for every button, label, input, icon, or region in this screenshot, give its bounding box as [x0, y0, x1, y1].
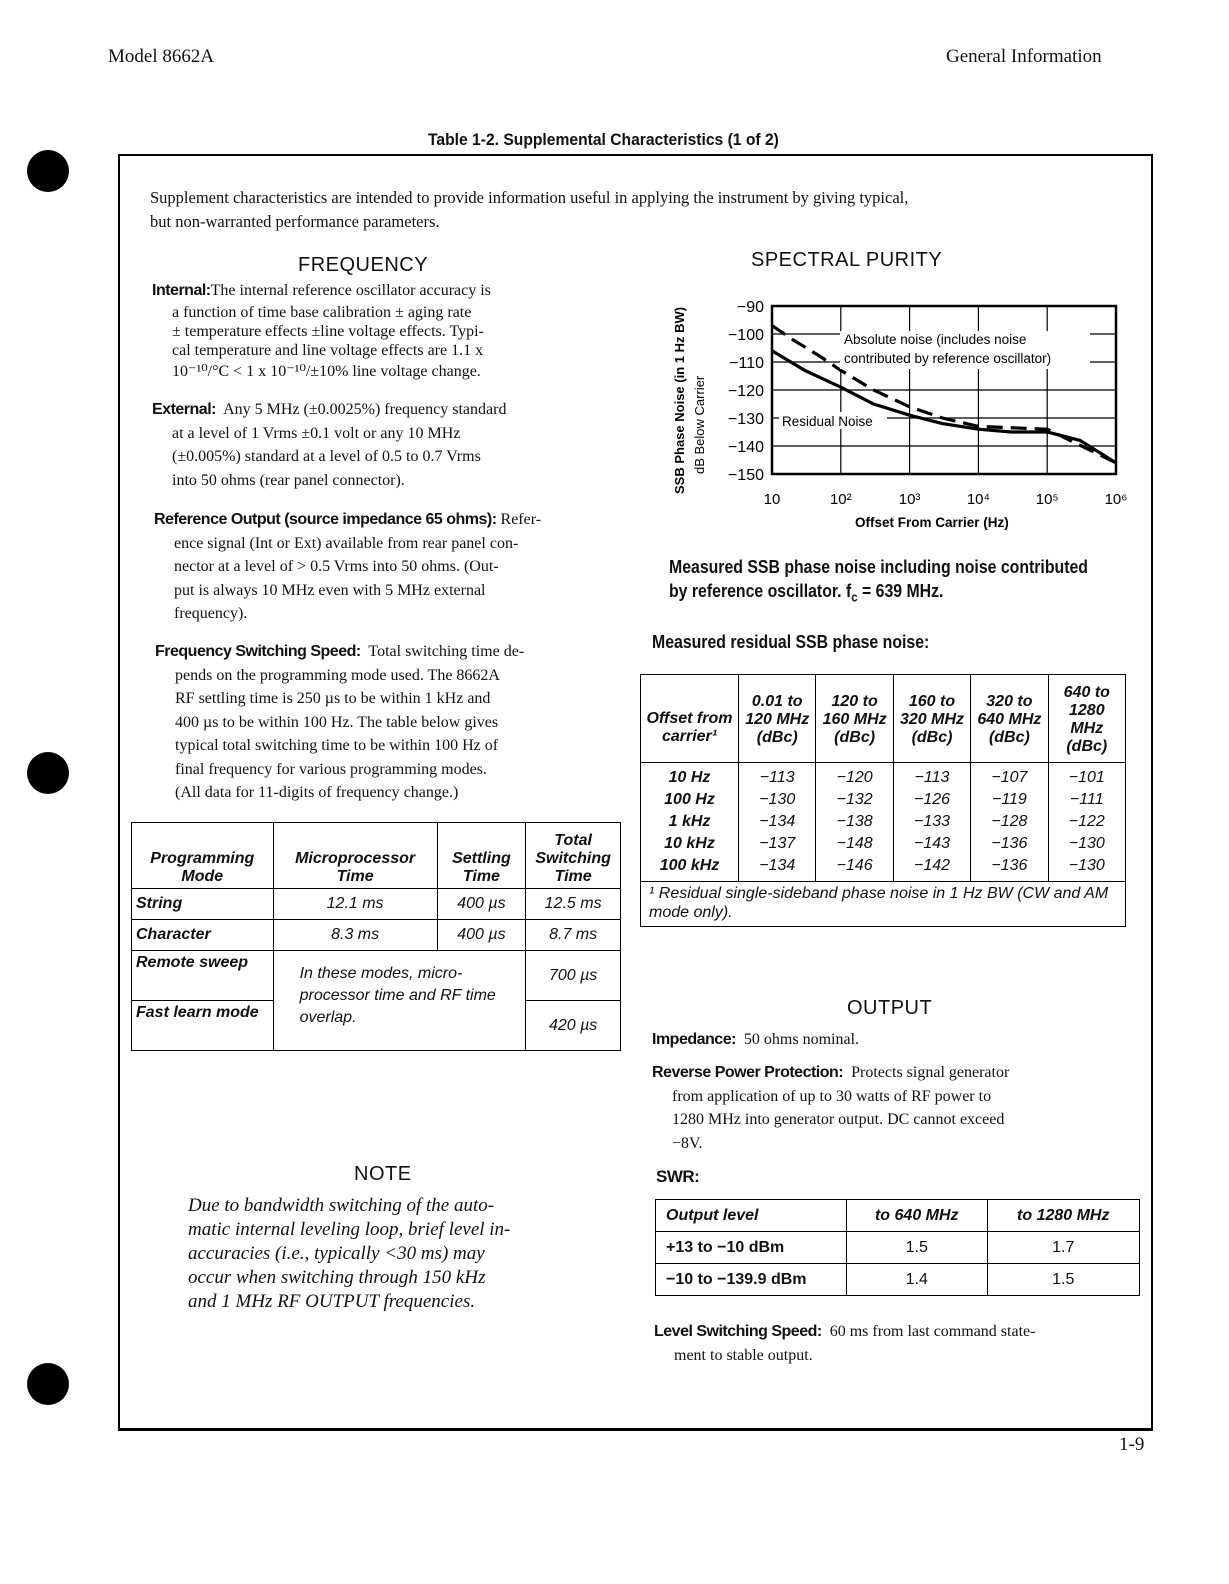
swr-col-header: to 640 MHz	[847, 1200, 988, 1232]
internal-line: a function of time base calibration ± aging rate	[172, 303, 472, 321]
level-switching-line: ment to stable output.	[674, 1346, 813, 1364]
switching-speed-block	[155, 640, 635, 805]
residual-cell: −132	[816, 789, 893, 811]
residual-cell: −136	[971, 855, 1048, 882]
residual-col-header: 640 to 1280 MHz (dBc)	[1048, 675, 1125, 763]
swr-cell: 1.5	[847, 1232, 988, 1264]
switching-col-header: Programming Mode	[132, 823, 274, 889]
switching-mode-cell: String	[132, 889, 274, 920]
binder-hole-top	[27, 150, 69, 192]
residual-col-header: 320 to 640 MHz (dBc)	[971, 675, 1048, 763]
switching-mode-cell: Fast learn mode	[132, 1001, 274, 1051]
switching-speed-line: 400 µs to be within 100 Hz. The table below gives	[175, 713, 499, 731]
swr-level-cell: +13 to −10 dBm	[656, 1232, 847, 1264]
impedance-block	[652, 1028, 859, 1052]
switching-cell: 8.3 ms	[273, 920, 437, 951]
absolute-noise-label: contributed by reference oscillator)	[844, 351, 1052, 366]
table-row	[132, 920, 621, 951]
residual-cell: −130	[739, 789, 816, 811]
intro	[150, 186, 908, 234]
residual-noise-table	[640, 674, 1126, 927]
table-row	[641, 811, 1126, 833]
swr-cell: 1.5	[987, 1264, 1139, 1296]
switching-col-header: Microprocessor Time	[273, 823, 437, 889]
switching-mode-cell: Remote sweep	[132, 951, 274, 1001]
reverse-power-line: from application of up to 30 watts of RF power to	[672, 1087, 992, 1105]
switching-cell: 12.1 ms	[273, 889, 437, 920]
residual-cell: −107	[971, 763, 1048, 790]
switching-cell: 400 µs	[437, 920, 526, 951]
external-line: (±0.005%) standard at a level of 0.5 to 0.7 Vrms	[172, 448, 481, 465]
residual-cell: −120	[816, 763, 893, 790]
note-title: NOTE	[354, 1163, 412, 1185]
switching-time-table	[131, 822, 621, 1051]
chart-x-tick-label: 10²	[829, 491, 852, 508]
caption-line: = 639 MHz.	[857, 581, 944, 601]
chart-y-tick-label: −130	[727, 411, 764, 428]
internal-line: 10⁻¹⁰/°C < 1 x 10⁻¹⁰/±10% line voltage change.	[172, 362, 481, 380]
switching-speed-line: RF settling time is 250 µs to be within 1 kHz and	[175, 690, 491, 707]
output-title: OUTPUT	[847, 997, 933, 1019]
chart-y-tick-label: −150	[727, 467, 764, 484]
residual-col-header: 120 to 160 MHz (dBc)	[816, 675, 893, 763]
table-row	[641, 833, 1126, 855]
table-row	[641, 789, 1126, 811]
phase-noise-chart	[660, 274, 1160, 534]
note-line: and 1 MHz RF OUTPUT frequencies.	[188, 1291, 476, 1312]
residual-cell: −130	[1048, 855, 1125, 882]
reference-output-line: put is always 10 MHz even with 5 MHz external	[174, 581, 486, 599]
residual-col-header: 160 to 320 MHz (dBc)	[893, 675, 970, 763]
impedance-label: Impedance:	[652, 1031, 736, 1048]
residual-cell: −137	[739, 833, 816, 855]
reverse-power-line: 1280 MHz into generator output. DC cannot exceed	[672, 1111, 1005, 1128]
header-section: General Information	[946, 46, 1102, 67]
switching-col-header: Total Switching Time	[526, 823, 621, 889]
residual-offset-cell: 100 Hz	[641, 789, 739, 811]
residual-offset-cell: 100 kHz	[641, 855, 739, 882]
chart-y-tick-label: −110	[729, 355, 764, 372]
external-line: at a level of 1 Vrms ±0.1 volt or any 10 MHz	[172, 424, 461, 442]
reverse-power-line: Protects signal generator	[851, 1064, 1010, 1081]
switching-speed-line: (All data for 11-digits of frequency change.)	[175, 784, 459, 801]
residual-footnote: ¹ Residual single-sideband phase noise in 1 Hz BW (CW and AM mode only).	[641, 882, 1126, 927]
swr-label: SWR:	[656, 1167, 700, 1186]
swr-cell: 1.7	[987, 1232, 1139, 1264]
note-line: matic internal leveling loop, brief level in-	[188, 1219, 511, 1240]
switching-speed-line: typical total switching time to be within 100 Hz of	[175, 737, 499, 754]
chart-x-tick-label: 10⁴	[966, 491, 990, 508]
residual-cell: −101	[1048, 763, 1125, 790]
table-row	[132, 889, 621, 920]
residual-noise-label: Residual Noise	[782, 414, 873, 429]
external-block	[152, 398, 622, 492]
reference-output-line: Refer-	[500, 511, 542, 528]
internal-block	[152, 279, 622, 383]
overlap-note-cell: In these modes, micro-processor time and RF time overlap.	[273, 951, 526, 1051]
external-label: External:	[152, 401, 216, 418]
intro-line: Supplement characteristics are intended to provide information useful in applying the instrument by giving typical,	[150, 188, 909, 207]
chart-y-tick-label: −100	[727, 327, 764, 344]
level-switching-block	[654, 1320, 1134, 1367]
external-line: into 50 ohms (rear panel connector).	[172, 471, 405, 489]
external-line: Any 5 MHz (±0.0025%) frequency standard	[223, 401, 507, 418]
internal-line: The internal reference oscillator accuracy is	[210, 282, 491, 299]
residual-cell: −111	[1048, 789, 1125, 811]
residual-cell: −128	[971, 811, 1048, 833]
chart-y-tick-label: −140	[727, 439, 764, 456]
chart-y-tick-label: −90	[736, 299, 764, 316]
table-row	[641, 763, 1126, 790]
swr-level-cell: −10 to −139.9 dBm	[656, 1264, 847, 1296]
table-row	[656, 1264, 1140, 1296]
swr-table	[655, 1199, 1140, 1296]
frequency-title: FREQUENCY	[298, 254, 429, 276]
residual-cell: −126	[893, 789, 970, 811]
intro-line: but non-warranted performance parameters.	[150, 212, 440, 231]
residual-offset-cell: 1 kHz	[641, 811, 739, 833]
switching-cell: 700 µs	[526, 951, 621, 1001]
note-line: accuracies (i.e., typically <30 ms) may	[188, 1243, 485, 1264]
chart-x-label: Offset From Carrier (Hz)	[855, 515, 1009, 530]
chart-y-label-line2: dB Below Carrier	[692, 375, 707, 474]
level-switching-line: 60 ms from last command state-	[829, 1323, 1036, 1340]
residual-cell: −148	[816, 833, 893, 855]
caption-line: Measured SSB phase noise including noise contributed	[669, 557, 1088, 577]
binder-hole-middle	[27, 752, 69, 794]
residual-col-header: 0.01 to 120 MHz (dBc)	[739, 675, 816, 763]
note-body	[188, 1194, 618, 1314]
switching-speed-line: Total switching time de-	[368, 643, 525, 660]
chart-x-tick-label: 10³	[898, 491, 921, 508]
chart-y-label-line1: SSB Phase Noise (in 1 Hz BW)	[672, 306, 687, 494]
residual-cell: −138	[816, 811, 893, 833]
reverse-power-line: −8V.	[672, 1134, 703, 1152]
table-title: Table 1-2. Supplemental Characteristics (1 of 2)	[428, 130, 779, 149]
reference-output-line: ence signal (Int or Ext) available from rear panel con-	[174, 534, 519, 552]
page-number: 1-9	[1119, 1434, 1145, 1455]
residual-col-header: Offset from carrier¹	[641, 675, 739, 763]
level-switching-label: Level Switching Speed:	[654, 1323, 822, 1340]
residual-cell: −134	[739, 811, 816, 833]
table-row	[641, 855, 1126, 882]
caption-line: by reference oscillator. f	[669, 581, 852, 601]
switching-cell: 420 µs	[526, 1001, 621, 1051]
chart-x-tick-label: 10⁶	[1104, 491, 1128, 508]
switching-mode-cell: Character	[132, 920, 274, 951]
residual-offset-cell: 10 kHz	[641, 833, 739, 855]
caption-sub: c	[851, 589, 858, 605]
residual-cell: −142	[893, 855, 970, 882]
reference-output-label: Reference Output (source impedance 65 ohms):	[154, 511, 497, 528]
residual-cell: −133	[893, 811, 970, 833]
switching-cell: 400 µs	[437, 889, 526, 920]
switching-speed-label: Frequency Switching Speed:	[155, 643, 361, 660]
residual-cell: −130	[1048, 833, 1125, 855]
table-row	[132, 951, 621, 1001]
spectral-caption	[669, 555, 1088, 610]
switching-speed-line: final frequency for various programming modes.	[175, 760, 487, 778]
residual-offset-cell: 10 Hz	[641, 763, 739, 790]
switching-col-header: Settling Time	[437, 823, 526, 889]
residual-cell: −136	[971, 833, 1048, 855]
residual-cell: −113	[893, 763, 970, 790]
residual-cell: −143	[893, 833, 970, 855]
chart-y-tick-label: −120	[727, 383, 764, 400]
residual-cell: −134	[739, 855, 816, 882]
swr-col-header: to 1280 MHz	[987, 1200, 1139, 1232]
internal-line: cal temperature and line voltage effects are 1.1 x	[172, 341, 484, 359]
swr-col-header: Output level	[656, 1200, 847, 1232]
switching-cell: 8.7 ms	[526, 920, 621, 951]
internal-label: Internal:	[152, 282, 211, 299]
reference-output-line: frequency).	[174, 605, 248, 622]
switching-speed-line: pends on the programming mode used. The 8662A	[175, 666, 500, 684]
reverse-power-label: Reverse Power Protection:	[652, 1064, 844, 1081]
residual-cell: −122	[1048, 811, 1125, 833]
reference-output-block	[154, 508, 634, 626]
chart-x-ticks	[764, 491, 1128, 508]
residual-cell: −119	[971, 789, 1048, 811]
impedance-text: 50 ohms nominal.	[743, 1031, 860, 1048]
reverse-power-block	[652, 1061, 1132, 1155]
chart-y-ticks	[728, 299, 764, 484]
reference-output-line: nector at a level of > 0.5 Vrms into 50 ohms. (Out-	[174, 558, 499, 575]
chart-x-tick-label: 10	[763, 491, 781, 508]
note-line: occur when switching through 150 kHz	[188, 1267, 486, 1288]
binder-hole-bottom	[27, 1363, 69, 1405]
chart-x-tick-label: 10⁵	[1035, 491, 1059, 508]
table-row	[656, 1232, 1140, 1264]
residual-cell: −146	[816, 855, 893, 882]
switching-cell: 12.5 ms	[526, 889, 621, 920]
residual-cell: −113	[739, 763, 816, 790]
header-model: Model 8662A	[108, 46, 215, 67]
internal-line: ± temperature effects ±line voltage effects. Typi-	[172, 322, 484, 340]
spectral-purity-title: SPECTRAL PURITY	[751, 249, 943, 271]
note-line: Due to bandwidth switching of the auto-	[188, 1195, 495, 1216]
residual-table-title: Measured residual SSB phase noise:	[652, 632, 930, 652]
absolute-noise-label: Absolute noise (includes noise	[844, 332, 1027, 347]
swr-cell: 1.4	[847, 1264, 988, 1296]
